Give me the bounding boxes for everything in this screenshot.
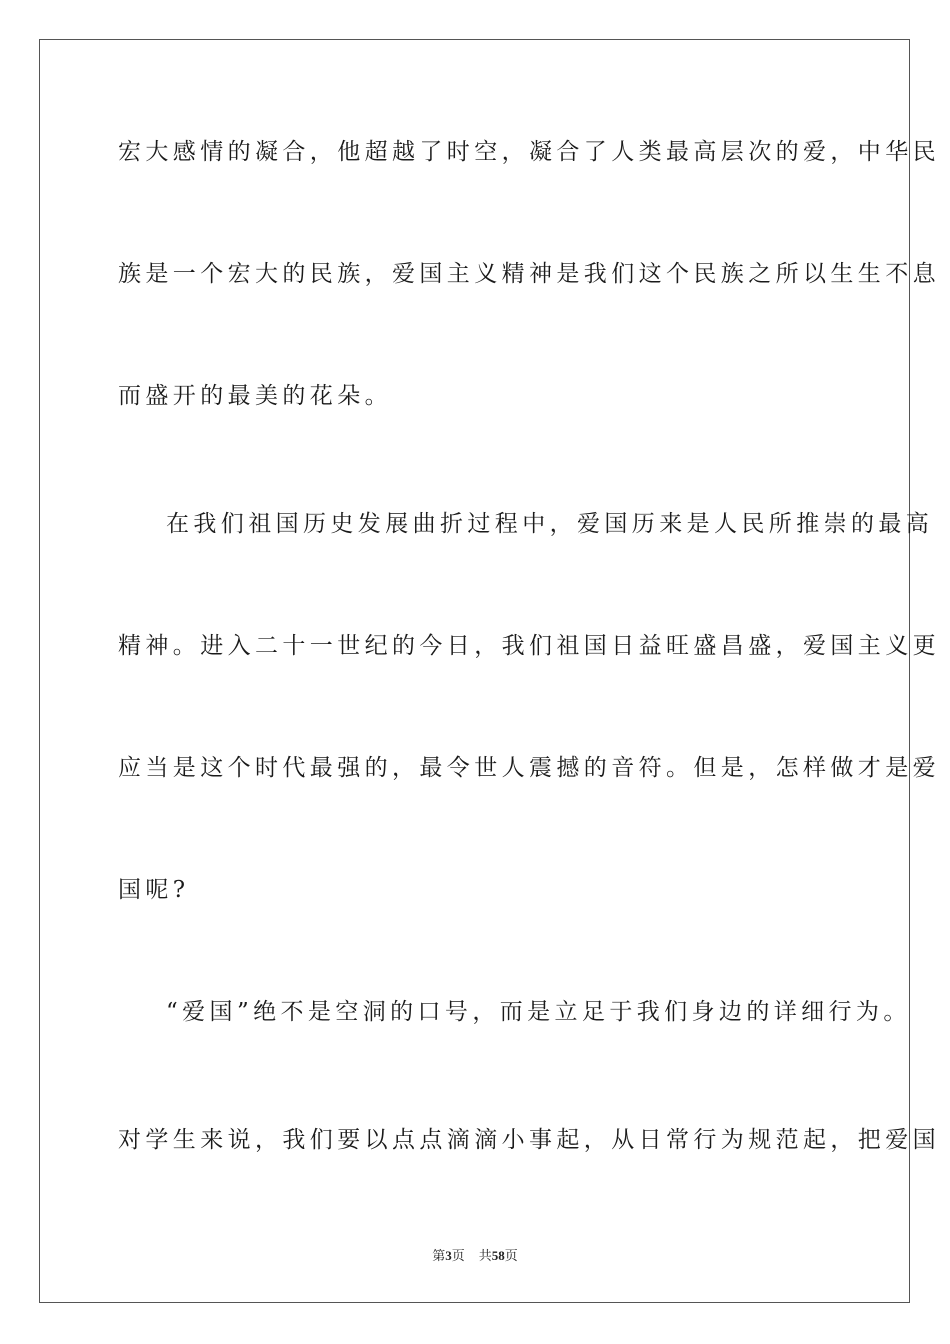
paragraph-line-7: 国呢? [118, 877, 190, 903]
page-prefix: 第 [432, 1249, 446, 1264]
paragraph-line-9: 对学生来说，我们要以点点滴滴小事起，从日常行为规范起，把爱国 [118, 1127, 940, 1153]
total-pages: 58 [491, 1248, 505, 1263]
total-suffix: 页 [504, 1249, 518, 1264]
paragraph-line-8: “爱国”绝不是空洞的口号，而是立足于我们身边的详细行为。 [166, 999, 911, 1025]
page-border [39, 39, 940, 1303]
paragraph-line-3: 而盛开的最美的花朵。 [118, 383, 392, 409]
paragraph-line-5: 精神。进入二十一世纪的今日，我们祖国日益旺盛昌盛，爱国主义更 [118, 633, 940, 659]
page-suffix: 页 [451, 1249, 465, 1264]
page-footer [0, 1245, 950, 1264]
paragraph-line-6: 应当是这个时代最强的，最令世人震撼的音符。但是，怎样做才是爱 [118, 755, 940, 781]
paragraph-line-4: 在我们祖国历史发展曲折过程中，爱国历来是人民所推崇的最高 [166, 511, 934, 537]
total-prefix: 共 [478, 1249, 492, 1264]
paragraph-line-1: 宏大感情的凝合，他超越了时空，凝合了人类最高层次的爱，中华民 [118, 139, 940, 165]
paragraph-line-2: 族是一个宏大的民族，爱国主义精神是我们这个民族之所以生生不息 [118, 261, 940, 287]
page-number: 3 [445, 1248, 452, 1263]
